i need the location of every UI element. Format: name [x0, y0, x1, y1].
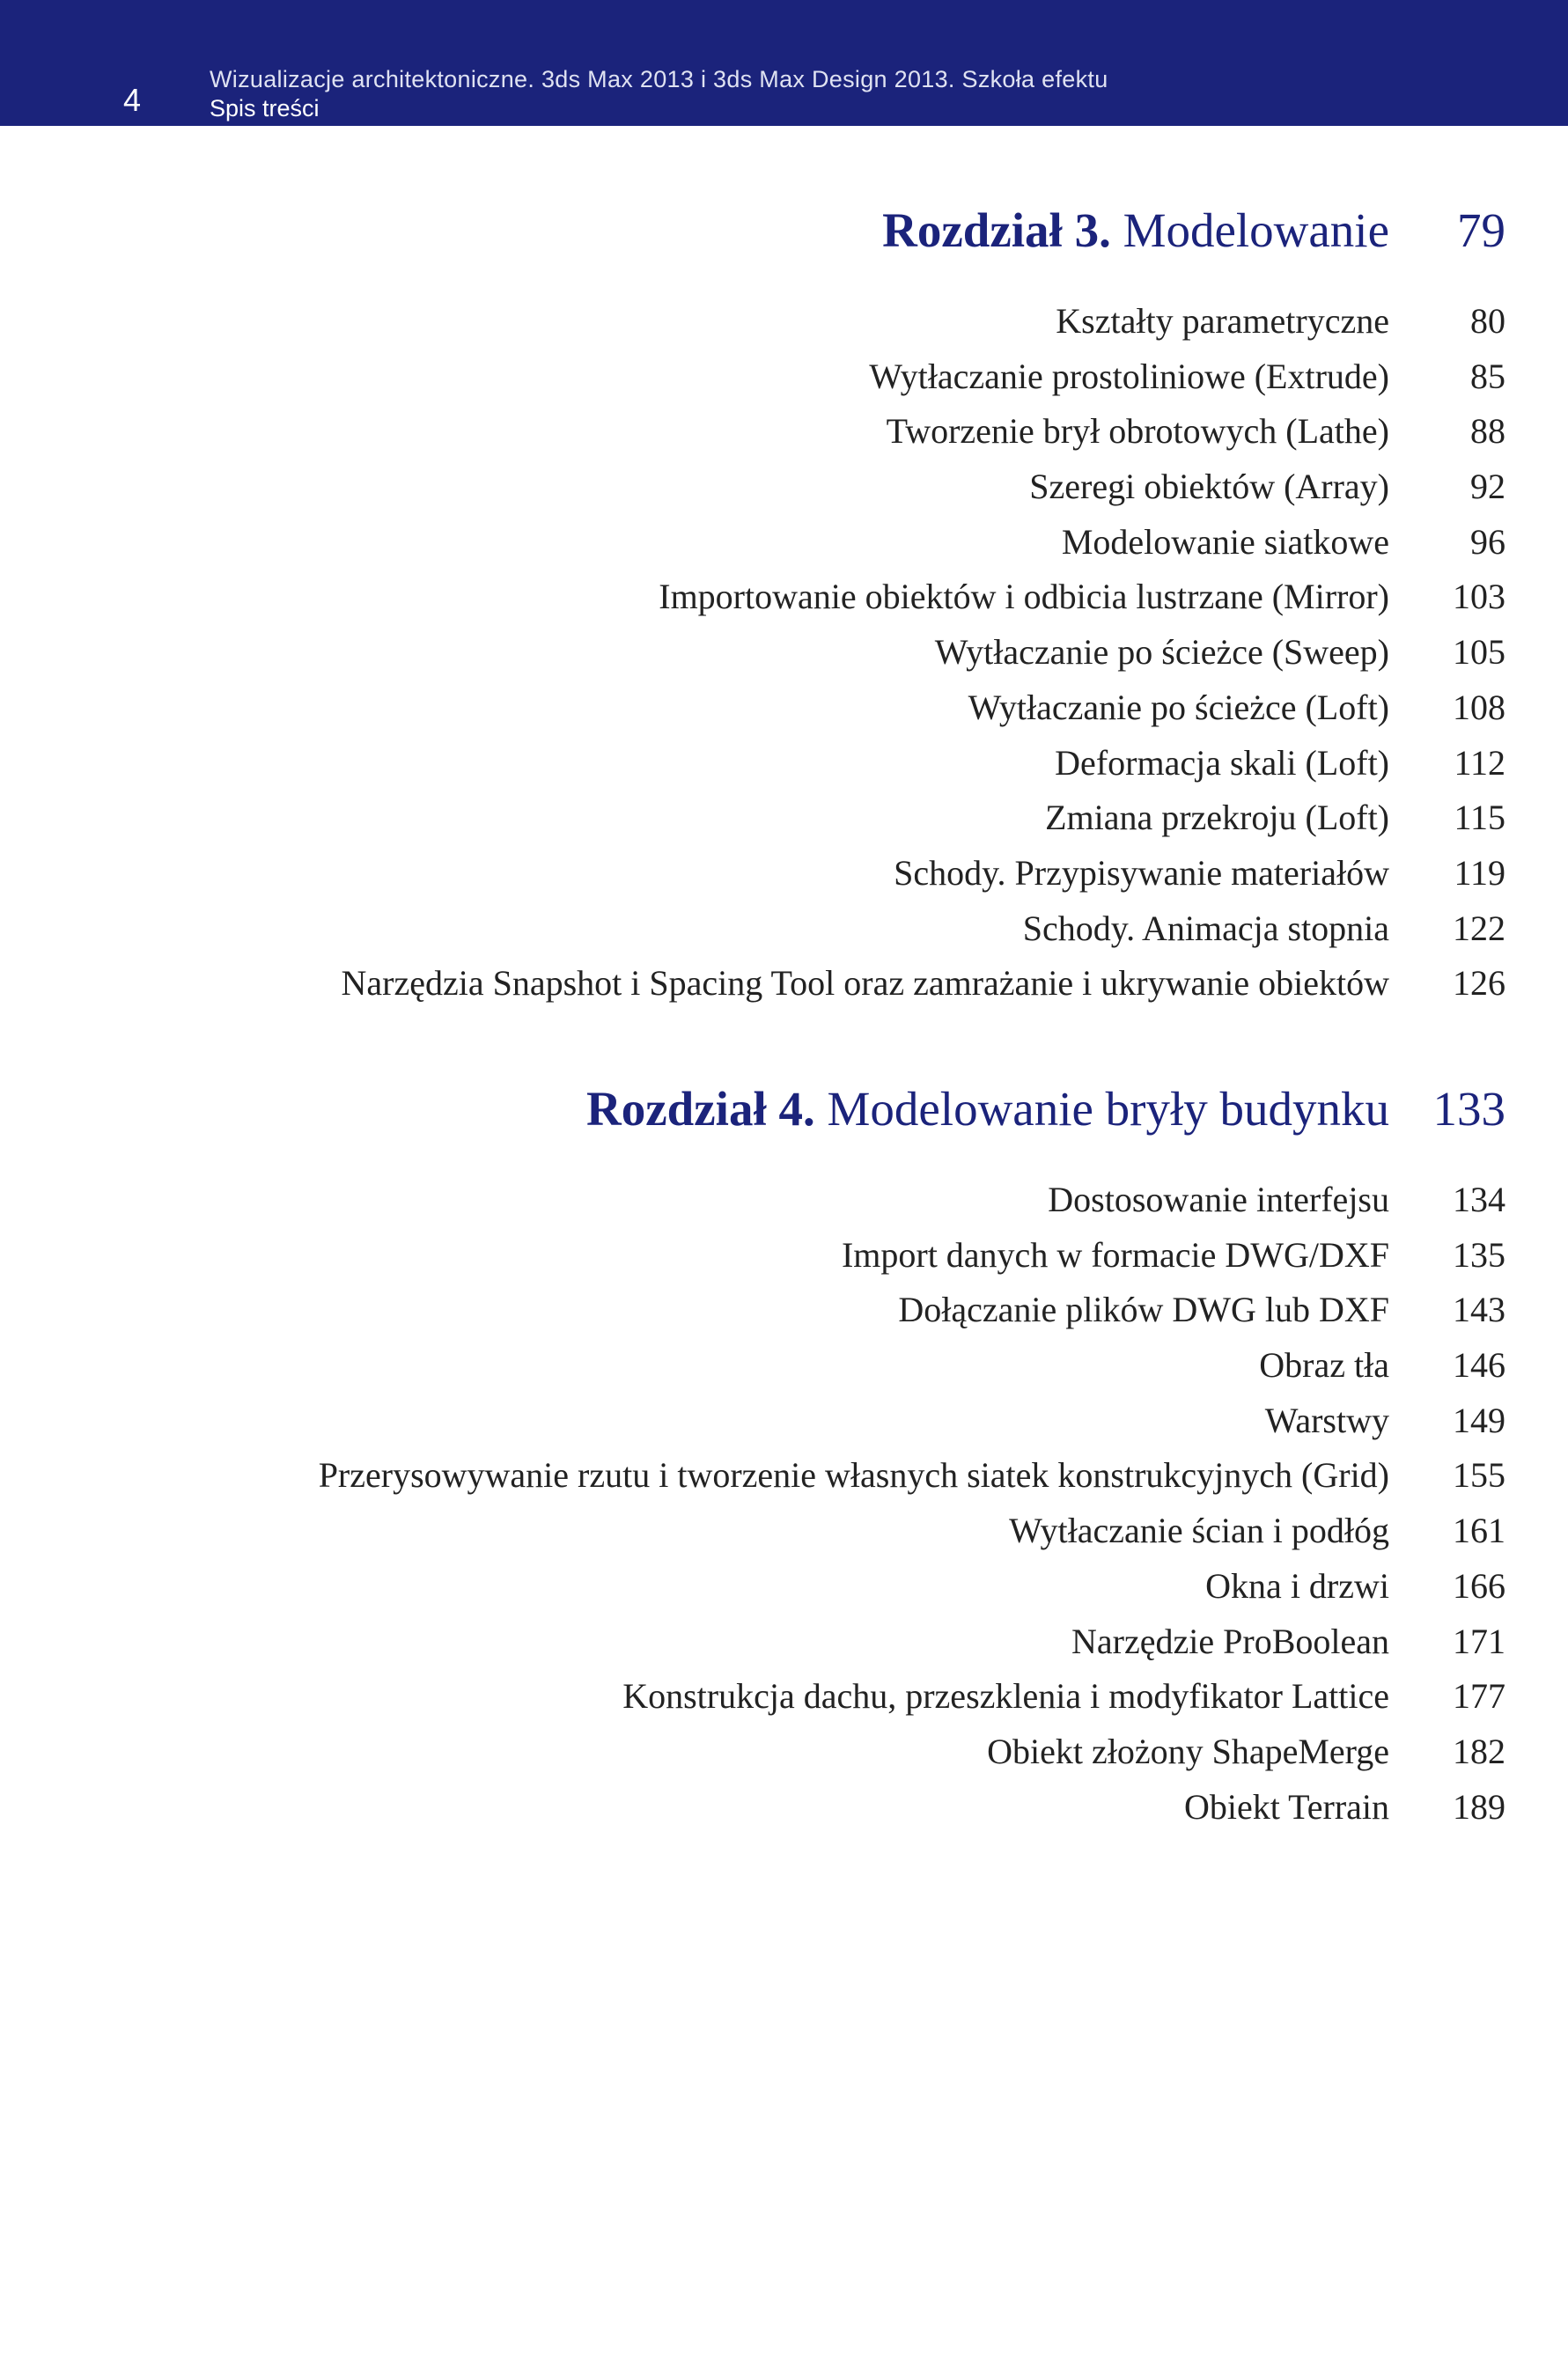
toc-entry-title: Zmiana przekroju (Loft) — [1045, 798, 1389, 838]
toc-entry-page: 189 — [1453, 1786, 1505, 1827]
toc-entry-title: Wytłaczanie po ścieżce (Sweep) — [934, 632, 1389, 673]
toc-entry[interactable] — [176, 1394, 1505, 1449]
toc-entry-title: Tworzenie brył obrotowych (Lathe) — [886, 411, 1389, 452]
toc-entry-title: Okna i drzwi — [1205, 1565, 1389, 1606]
toc-entry-title: Obraz tła — [1259, 1345, 1389, 1386]
toc-entry-title: Importowanie obiektów i odbicia lustrzane (Mirror) — [659, 577, 1389, 617]
toc-entry[interactable] — [176, 515, 1505, 570]
toc-entry-page: 112 — [1454, 742, 1505, 783]
toc-entry-title: Modelowanie siatkowe — [1061, 521, 1389, 562]
toc-entry-page: 135 — [1453, 1234, 1505, 1275]
chapter-heading[interactable] — [176, 200, 1505, 261]
toc-entry-page: 96 — [1470, 521, 1505, 562]
toc-entry[interactable] — [176, 1669, 1505, 1725]
toc-entry-page: 105 — [1453, 632, 1505, 673]
toc-entry-page: 134 — [1453, 1180, 1505, 1219]
toc-entry-title: Narzędzia Snapshot i Spacing Tool oraz zamrażanie i ukrywanie obiektów — [341, 963, 1389, 1004]
toc-entry[interactable] — [176, 349, 1505, 405]
toc-entry-title: Dołączanie plików DWG lub DXF — [898, 1290, 1389, 1330]
toc-entry-page: 166 — [1453, 1565, 1505, 1606]
toc-entry-page: 143 — [1453, 1290, 1505, 1330]
toc-entry[interactable] — [176, 460, 1505, 515]
toc-entry[interactable] — [176, 1725, 1505, 1780]
chapter-label: Rozdział 4. — [586, 1082, 815, 1136]
toc-entry[interactable] — [176, 956, 1505, 1011]
toc-entry-title: Dostosowanie interfejsu — [1048, 1180, 1389, 1219]
toc-entry-page: 161 — [1453, 1511, 1505, 1551]
toc-entry-page: 146 — [1453, 1345, 1505, 1386]
toc-entry-page: 171 — [1453, 1621, 1505, 1661]
toc-entry-title: Wytłaczanie ścian i podłóg — [1009, 1511, 1389, 1551]
toc-entry[interactable] — [176, 294, 1505, 349]
toc-entry-title: Konstrukcja dachu, przeszklenia i modyfikator Lattice — [622, 1676, 1389, 1717]
toc-entry-title: Kształty parametryczne — [1056, 301, 1389, 341]
toc-entry[interactable] — [176, 791, 1505, 846]
toc-entry[interactable] — [176, 1283, 1505, 1338]
toc-entry-title: Przerysowywanie rzutu i tworzenie własnych siatek konstrukcyjnych (Grid) — [318, 1455, 1389, 1496]
toc-entry-title: Narzędzie ProBoolean — [1071, 1621, 1389, 1661]
chapter-title — [882, 200, 1389, 261]
toc-entry-title: Wytłaczanie prostoliniowe (Extrude) — [869, 356, 1389, 396]
toc-entry[interactable] — [176, 1504, 1505, 1559]
toc-entry-page: 177 — [1453, 1676, 1505, 1717]
toc-entry-title: Warstwy — [1264, 1400, 1389, 1440]
section-name: Spis treści — [210, 95, 320, 121]
toc-entry-title: Szeregi obiektów (Array) — [1029, 467, 1389, 507]
toc-entry[interactable] — [176, 901, 1505, 957]
chapter-4-entries — [176, 1173, 1505, 1835]
toc-entry-title: Wytłaczanie po ścieżce (Loft) — [968, 687, 1389, 727]
toc-entry-title: Import danych w formacie DWG/DXF — [841, 1234, 1389, 1275]
chapter-name: Modelowanie bryły budynku — [827, 1082, 1389, 1136]
toc-entry[interactable] — [176, 846, 1505, 901]
toc-entry-page: 155 — [1453, 1455, 1505, 1496]
toc-entry-page: 122 — [1453, 908, 1505, 948]
toc-entry-page: 85 — [1470, 356, 1505, 396]
toc-entry-page: 115 — [1454, 798, 1505, 838]
toc-entry-page: 80 — [1470, 301, 1505, 341]
toc-entry[interactable] — [176, 625, 1505, 680]
toc-entry[interactable] — [176, 1615, 1505, 1670]
toc-entry-page: 149 — [1453, 1400, 1505, 1440]
chapter-heading[interactable] — [176, 1078, 1505, 1140]
page-number: 4 — [123, 82, 142, 118]
toc-entry[interactable] — [176, 1448, 1505, 1504]
toc-entry-page: 119 — [1454, 852, 1505, 893]
toc-entry[interactable] — [176, 404, 1505, 460]
toc-entry[interactable] — [176, 1173, 1505, 1228]
toc-entry[interactable] — [176, 680, 1505, 736]
toc-entry[interactable] — [176, 736, 1505, 791]
chapter-page-number: 79 — [1457, 203, 1505, 257]
book-title: Wizualizacje architektoniczne. 3ds Max 2013 i 3ds Max Design 2013. Szkoła efektu — [210, 66, 1108, 92]
toc-entry-page: 88 — [1470, 411, 1505, 452]
toc-entry-page: 92 — [1470, 467, 1505, 507]
toc-entry-title: Deformacja skali (Loft) — [1055, 742, 1389, 783]
toc-entry[interactable] — [176, 1559, 1505, 1615]
toc-entry-title: Schody. Animacja stopnia — [1022, 908, 1389, 948]
toc-entry-title: Obiekt Terrain — [1183, 1786, 1389, 1827]
chapter-page-number: 133 — [1432, 1082, 1505, 1136]
toc-entry-page: 108 — [1453, 687, 1505, 727]
page-header — [0, 0, 1568, 126]
toc-entry-title: Schody. Przypisywanie materiałów — [894, 852, 1389, 893]
toc-entry[interactable] — [176, 1780, 1505, 1835]
toc-entry[interactable] — [176, 1338, 1505, 1394]
toc-entry-page: 103 — [1453, 577, 1505, 617]
chapter-title — [586, 1078, 1389, 1140]
toc-entry-title: Obiekt złożony ShapeMerge — [987, 1731, 1389, 1771]
toc-entry-page: 126 — [1453, 963, 1505, 1004]
chapter-3-entries — [176, 294, 1505, 1011]
chapter-label: Rozdział 3. — [882, 203, 1111, 257]
toc-entry-page: 182 — [1453, 1731, 1505, 1771]
toc-entry[interactable] — [176, 570, 1505, 625]
chapter-name: Modelowanie — [1123, 203, 1389, 257]
toc-entry[interactable] — [176, 1228, 1505, 1284]
